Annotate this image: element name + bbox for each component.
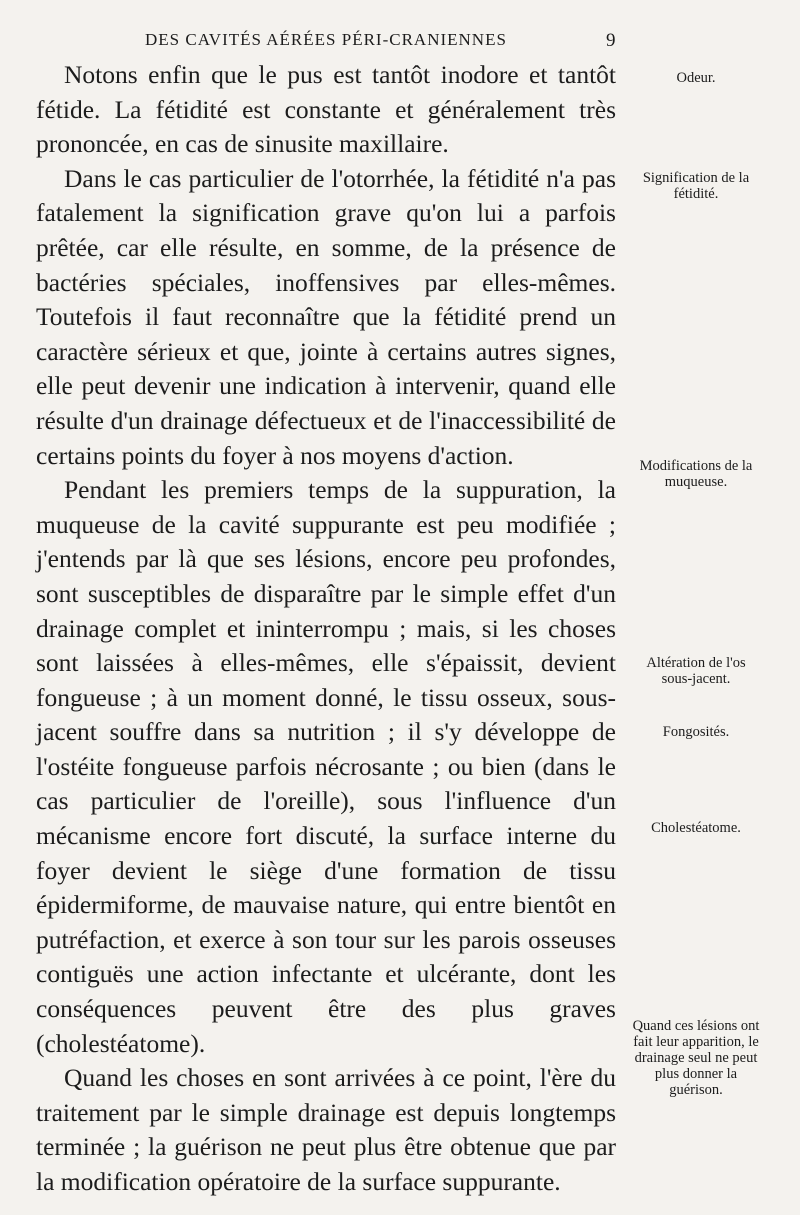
- margin-note-alteration: Altération de l'os sous-jacent.: [646, 655, 746, 687]
- paragraph-treatment: Quand les choses en sont arrivées à ce point, l'ère du traitement par le simple drainage est depuis longtemps terminée ; la guérison ne peut plus être obtenue que par la modification opératoire de la surface suppurante.: [36, 1063, 616, 1196]
- paragraph-mucosa: Pendant les premiers temps de la suppuration, la muqueuse de la cavité suppurante est peu modifiée ; j'entends par là que ses lésions, encore peu profondes, sont susceptibles de disparaître par le simple effet d'un drainage complet et ininterrompu ; mais, si les choses sont laissées à elles-mêmes, elle s'épaissit, devient fongueuse ; à un moment donné, le tissu osseux, sous-jacent souffre dans sa nutrition ; il s'y développe de l'ostéite fongueuse parfois nécrosante ; ou bien (dans le cas particulier de l'oreille), sous l'influence d'un mécanisme encore fort discuté, la surface interne du foyer devient le siège d'une formation de tissu épidermiforme, de mauvaise nature, qui entre bientôt en putréfaction, et exerce à son tour sur les parois osseuses contiguës une action infectante et ulcérante, dont les conséquences peuvent être des plus graves (cholestéatome).: [36, 475, 616, 1058]
- margin-note-odeur: Odeur.: [676, 70, 716, 86]
- margin-note-modifications: Modifications de la muqueuse.: [639, 458, 753, 490]
- margin-note-fongosites: Fongosités.: [662, 724, 730, 740]
- paragraph-odor: Notons enfin que le pus est tantôt inodore et tantôt fétide. La fétidité est constante et généralement très prononcée, en cas de sinusite maxillaire.: [36, 60, 616, 159]
- margin-note-cholesteatome: Cholestéatome.: [651, 820, 741, 836]
- margin-note-signification: Signification de la fétidité.: [642, 170, 750, 202]
- running-head: DES CAVITÉS AÉRÉES PÉRI-CRANIENNES: [145, 30, 507, 49]
- paragraph-fetidity: Dans le cas particulier de l'otorrhée, la fétidité n'a pas fatalement la signification grave qu'on lui a parfois prêtée, car elle résulte, en somme, de la présence de bactéries spéciales, inoffensives par elles-mêmes. Toutefois il faut reconnaître que la fétidité prend un caractère sérieux et que, jointe à certains autres signes, elle peut devenir une indication à intervenir, quand elle résulte d'un drainage défectueux et de l'inaccessibilité de certains points du foyer à nos moyens d'action.: [36, 163, 616, 470]
- body-text: [36, 58, 616, 1200]
- margin-note-guerison: Quand ces lésions ont fait leur apparition, le drainage seul ne peut plus donner la guérison.: [632, 1018, 760, 1098]
- page-number: 9: [606, 30, 616, 51]
